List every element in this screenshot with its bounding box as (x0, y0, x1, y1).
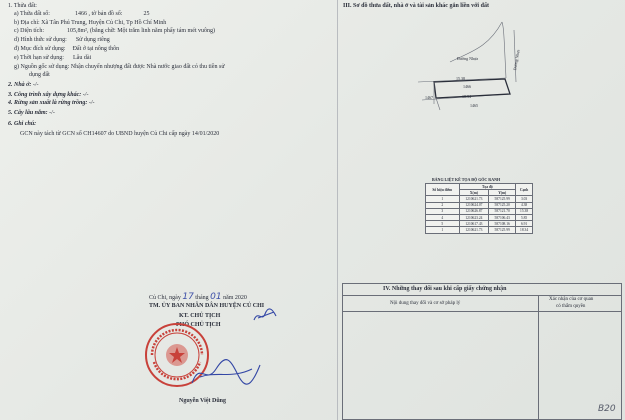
parcel-label: a) Thửa đất số: (14, 11, 50, 17)
signer-name: Nguyễn Việt Dũng (179, 398, 227, 404)
date-day: 17 (182, 292, 194, 302)
diagram-title: III. Sơ đồ thửa đất, nhà ở và tài sản khác gắn liền với đất (343, 3, 489, 9)
coord-y: 587106.43 (489, 214, 516, 220)
purpose-value: Đất ở tại nông thôn (72, 46, 120, 52)
coord-header-edge: Cạnh (516, 184, 533, 196)
address-line: b) Địa chỉ: Xã Tân Phú Trung, Huyện Củ Chi, Tp Hồ Chí Minh (14, 20, 167, 26)
house-label: 2. Nhà ở: (8, 82, 32, 88)
dimension-bottom: 18.34 (462, 94, 471, 99)
area-line (14, 28, 215, 34)
parcel-label-1465: 1465 (470, 103, 478, 108)
coord-table-body (426, 196, 533, 233)
usage-form-value: Sử dụng riêng (75, 37, 110, 43)
forest-label: 4. Rừng sản xuất là rừng trồng: (8, 100, 88, 106)
dimension-top: 15.38 (456, 76, 465, 81)
purpose-label: đ) Mục đích sử dụng: (14, 46, 66, 52)
coord-y: 587125.99 (489, 227, 516, 233)
page-divider (337, 0, 338, 420)
coord-edge: 18.34 (516, 227, 533, 233)
coord-header-point: Số hiệu điểm (426, 184, 460, 196)
origin-value: Nhận chuyển nhượng đất được Nhà nước giao đất có thu tiền sử (70, 64, 225, 70)
changes-col-confirm: Xác nhận của cơ quan (549, 297, 594, 302)
usage-form-label: d) Hình thức sử dụng: (14, 37, 67, 43)
perennial-line (8, 110, 55, 116)
date-month: 01 (210, 292, 222, 302)
coord-x: 1210621.73 (459, 196, 489, 202)
parcel-line (14, 11, 149, 17)
coord-edge: 6.91 (516, 221, 533, 227)
origin-line (14, 64, 225, 70)
other-construction-line (8, 92, 88, 98)
origin-value-cont: dụng đất (29, 72, 50, 78)
forest-line (8, 100, 95, 106)
other-construction-value: -/- (82, 92, 89, 98)
coord-point: 1 (426, 227, 460, 233)
road-label-vertical: Đường Nhựa (512, 49, 521, 71)
coord-point: 2 (426, 202, 460, 208)
coord-y: 587125.99 (489, 196, 516, 202)
coord-table (425, 183, 533, 234)
area-label: c) Diện tích: (14, 28, 44, 34)
coord-header-y: Y(m) (489, 190, 516, 196)
note-text: GCN này tách từ GCN số CH14607 do UBND huyện Củ Chi cấp ngày 14/01/2020 (20, 131, 220, 137)
coord-table-title: BẢNG LIỆT KÊ TỌA ĐỘ GÓC RANH (432, 177, 501, 182)
coord-x: 1210624.07 (459, 202, 489, 208)
perennial-value: -/- (49, 110, 55, 116)
coord-point: 1 (426, 196, 460, 202)
coord-row (426, 227, 533, 233)
parcel-number: 1466 (74, 11, 87, 17)
sheet-number: 25 (143, 11, 150, 17)
coord-y: 587121.70 (489, 208, 516, 214)
term-line (14, 55, 91, 61)
term-value: Lâu dài (72, 55, 92, 61)
date-line (149, 293, 247, 302)
coord-y: 587108.16 (489, 221, 516, 227)
date-month-label: tháng (195, 295, 209, 301)
perennial-label: 5. Cây lâu năm: (8, 110, 48, 116)
term-label: e) Thời hạn sử dụng: (14, 55, 64, 61)
coord-edge: 5.85 (516, 214, 533, 220)
note-title: 6. Ghi chú: (8, 121, 37, 127)
changes-table (342, 283, 622, 420)
house-line (8, 82, 39, 88)
coord-point: 3 (426, 208, 460, 214)
coord-edge: 4.38 (516, 202, 533, 208)
signer-role2: PHÓ CHỦ TỊCH (176, 322, 221, 328)
parcel-label-1467: 1467 (425, 95, 433, 100)
area-value: 105,8m², (67, 28, 89, 34)
parcel-label-1466: 1466 (463, 84, 471, 89)
usage-form-line (14, 37, 110, 43)
coord-point: 4 (426, 214, 460, 220)
signer-role1: KT. CHỦ TỊCH (179, 313, 221, 319)
coord-header-coord: Tọa độ (459, 184, 516, 190)
handwritten-signature (186, 355, 264, 391)
changes-col-content: Nội dung thay đổi và cơ sở pháp lý (390, 301, 461, 306)
date-prefix: Củ Chi, ngày (149, 295, 181, 301)
coord-x: 1210623.24 (459, 214, 489, 220)
origin-label: g) Nguồn gốc sử dụng: (14, 64, 70, 70)
coord-point: 5 (426, 221, 460, 227)
changes-column-divider (538, 295, 539, 419)
coord-x: 1210617.43 (459, 221, 489, 227)
parcel-sketch (410, 18, 550, 128)
coord-header-x: X(m) (459, 190, 489, 196)
issuing-org: TM. ỦY BAN NHÂN DÂN HUYỆN CỦ CHI (149, 303, 265, 309)
section1-title: 1. Thửa đất: (8, 3, 37, 9)
coord-y: 587125.20 (489, 202, 516, 208)
corner-handwritten-note: B20 (598, 404, 616, 414)
coord-edge: 15.38 (516, 208, 533, 214)
coord-edge: 3.03 (516, 196, 533, 202)
purpose-line (14, 46, 119, 52)
date-year: năm 2020 (223, 295, 247, 301)
road-label-horizontal: Đường Nhựa (457, 56, 479, 61)
coord-x: 1210621.73 (459, 227, 489, 233)
sheet-label: , tờ bản đồ số: (88, 11, 123, 17)
signature-mark (252, 306, 280, 324)
changes-column-header (343, 295, 621, 312)
changes-title: IV. Những thay đổi sau khi cấp giấy chứng nhận (383, 286, 507, 292)
other-construction-label: 3. Công trình xây dựng khác: (8, 92, 82, 98)
house-value: -/- (32, 82, 39, 88)
forest-value: -/- (88, 100, 95, 106)
changes-col-confirm-cont: có thẩm quyền (556, 304, 586, 309)
area-words: (bằng chữ: Một trăm linh năm phẩy tám mét vuông) (89, 28, 216, 34)
coord-x: 1210626.87 (459, 208, 489, 214)
